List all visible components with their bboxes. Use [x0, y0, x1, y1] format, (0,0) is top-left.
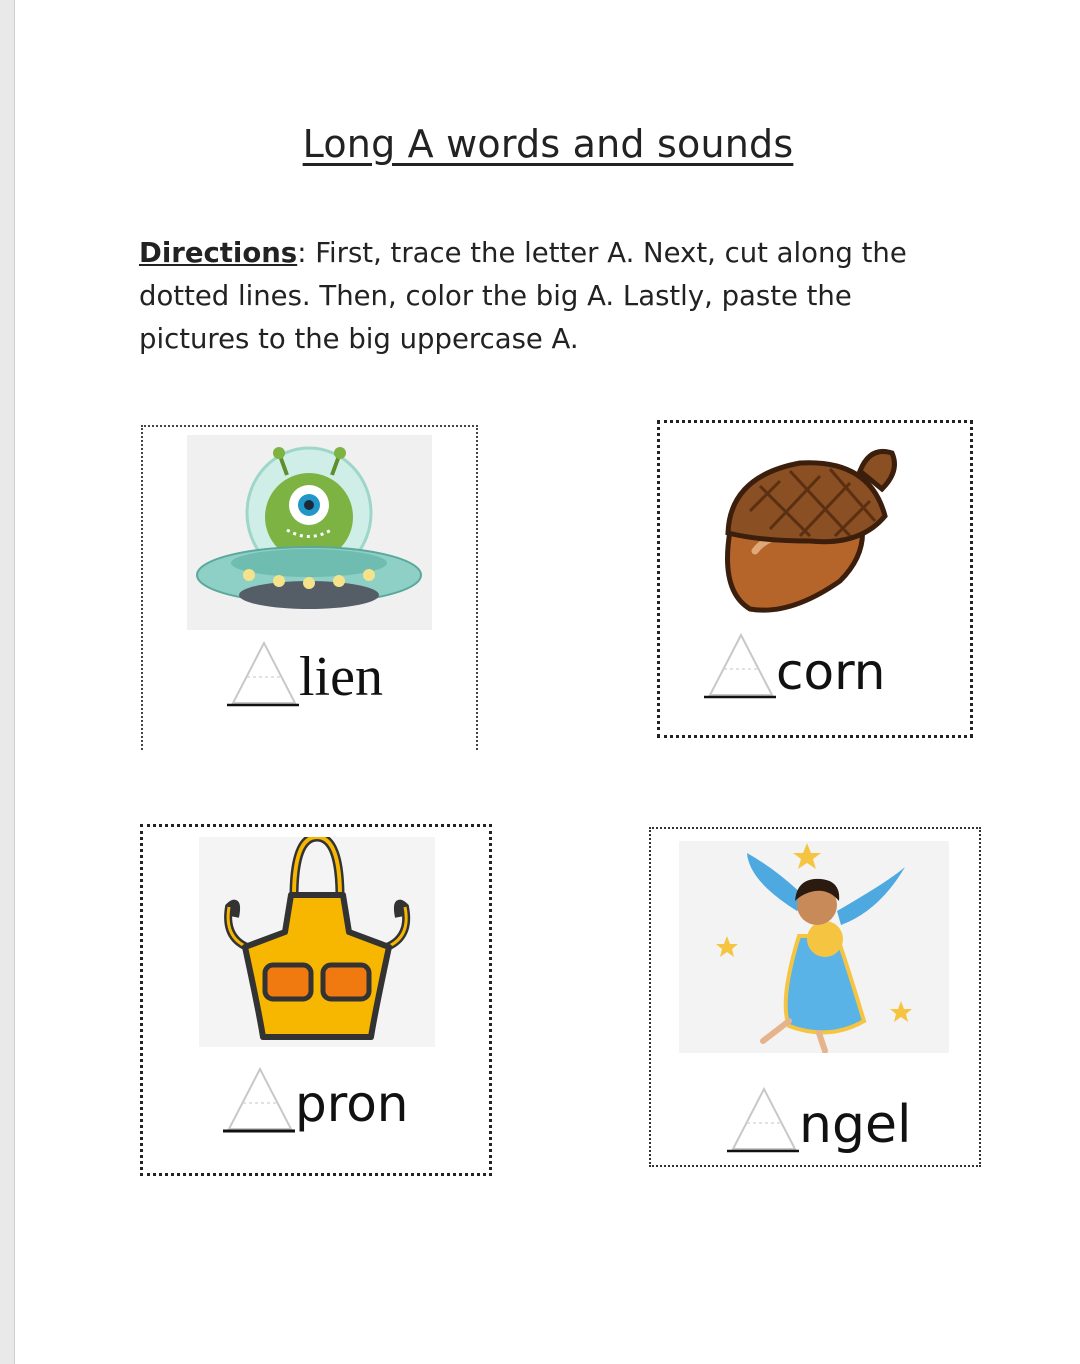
directions-paragraph — [139, 232, 939, 361]
angel-word-rest: ngel — [799, 1095, 912, 1155]
angel-icon — [679, 841, 949, 1053]
acorn-icon — [710, 441, 910, 616]
directions-label: Directions — [139, 237, 298, 269]
angel-card — [649, 827, 981, 1167]
trace-letter-a-icon — [704, 629, 778, 703]
apron-word-rest: pron — [295, 1075, 409, 1133]
apron-icon — [199, 837, 435, 1047]
alien-word-rest: lien — [299, 646, 383, 708]
acorn-word — [704, 629, 944, 709]
trace-letter-a-icon — [727, 1083, 801, 1157]
trace-letter-a-icon — [223, 1063, 297, 1137]
alien-card — [141, 425, 478, 750]
acorn-card — [657, 420, 973, 738]
directions-text: : First, trace the letter A. Next, cut along the dotted lines. Then, color the big A. Lastly, paste the pictures to the big uppercase A. — [139, 237, 907, 355]
angel-word — [727, 1083, 967, 1163]
trace-letter-a-icon — [227, 637, 301, 711]
alien-word — [227, 637, 457, 717]
alien-ufo-icon — [187, 435, 432, 630]
apron-card — [140, 824, 492, 1176]
apron-word — [223, 1063, 463, 1143]
acorn-word-rest: corn — [776, 643, 886, 701]
worksheet-page — [14, 0, 1080, 1364]
page-title: Long A words and sounds — [302, 122, 794, 166]
